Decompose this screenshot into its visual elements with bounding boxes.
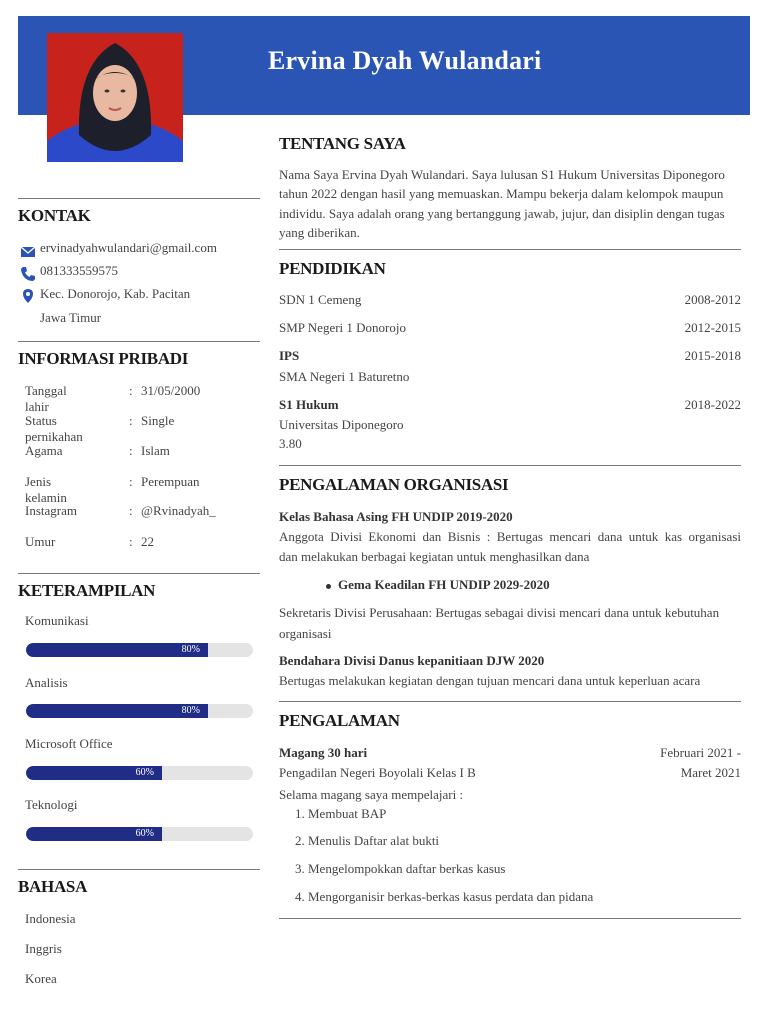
info-value: Islam (141, 443, 170, 458)
skill-name: Microsoft Office (25, 736, 113, 751)
job-task: 3. Mengelompokkan daftar berkas kasus (295, 861, 506, 876)
org-item-title: Bendahara Divisi Danus kepanitiaan DJW 2020 (279, 653, 545, 668)
job-task: 1. Membuat BAP (295, 806, 387, 821)
language-item: Inggris (25, 941, 62, 956)
education-title: PENDIDIKAN (279, 259, 386, 278)
job-company: Pengadilan Negeri Boyolali Kelas I B (279, 765, 476, 780)
education-years: 2018-2022 (684, 397, 741, 412)
org-item-desc: Bertugas melakukan kegiatan dengan tujuan mencari dana untuk keperluan acara (279, 673, 701, 688)
skill-percent: 60% (135, 828, 154, 839)
skill-name: Teknologi (25, 797, 78, 812)
personal-info-title: INFORMASI PRIBADI (18, 349, 189, 368)
education-school: SMP Negeri 1 Donorojo (279, 320, 406, 335)
language-item: Korea (25, 971, 57, 986)
skill-bar (26, 766, 253, 780)
info-value: Perempuan (141, 474, 200, 489)
profile-photo (47, 33, 183, 162)
info-label: Tanggal lahir (25, 383, 67, 414)
experience-title: PENGALAMAN (279, 711, 400, 730)
info-colon: : (129, 474, 133, 489)
language-item: Indonesia (25, 911, 76, 926)
education-gpa: 3.80 (279, 436, 302, 451)
location-pin-icon (20, 288, 36, 304)
education-major: IPS (279, 348, 300, 363)
contact-phone[interactable]: 081333559575 (40, 263, 118, 278)
org-item-title: Kelas Bahasa Asing FH UNDIP 2019-2020 (279, 509, 513, 524)
skill-name: Analisis (25, 675, 68, 690)
divider (18, 198, 260, 199)
contact-email[interactable]: ervinadyahwulandari@gmail.com (40, 240, 217, 255)
contact-title: KONTAK (18, 206, 91, 225)
skills-title: KETERAMPILAN (18, 581, 156, 600)
job-date: Maret 2021 (680, 765, 741, 780)
divider (18, 341, 260, 342)
job-task: 4. Mengorganisir berkas-berkas kasus perdata dan pidana (295, 889, 594, 904)
about-line: individu. Saya adalah orang yang bertanggung jawab, jujur, dan disiplin dengan tugas (279, 206, 725, 221)
divider (279, 701, 741, 702)
about-line: Nama Saya Ervina Dyah Wulandari. Saya lulusan S1 Hukum Universitas Diponegoro (279, 167, 725, 182)
divider (279, 249, 741, 250)
info-value: Single (141, 413, 175, 428)
info-colon: : (129, 503, 133, 518)
org-item-desc: dan melakukan berbagai kegiatan untuk menghasilkan dana (279, 549, 590, 564)
about-title: TENTANG SAYA (279, 134, 406, 153)
email-icon (20, 244, 36, 260)
divider (18, 573, 260, 574)
info-value: 22 (141, 534, 154, 549)
info-label: Jenis kelamin (25, 474, 67, 505)
org-item-desc: Anggota Divisi Ekonomi dan Bisnis : Bertugas mencari dana untuk kas organisasi (279, 529, 741, 544)
info-colon: : (129, 383, 133, 398)
info-label: Agama (25, 443, 63, 458)
info-label: Umur (25, 534, 56, 549)
about-line: tahun 2022 dengan hasil yang memuaskan. Mampu bekerja dalam kelompok maupun (279, 186, 724, 201)
job-task: 2. Menulis Daftar alat bukti (295, 833, 440, 848)
skill-percent: 60% (135, 767, 154, 778)
info-colon: : (129, 413, 133, 428)
education-years: 2012-2015 (684, 320, 741, 335)
education-school: Universitas Diponegoro (279, 417, 404, 432)
divider (18, 869, 260, 870)
organization-title: PENGALAMAN ORGANISASI (279, 475, 509, 494)
info-label: Status pernikahan (25, 413, 83, 444)
skill-bar (26, 704, 253, 718)
skill-percent: 80% (181, 644, 200, 655)
skill-bar (26, 643, 253, 657)
info-value[interactable]: @Rvinadyah_ (141, 503, 216, 518)
education-school: SMA Negeri 1 Baturetno (279, 369, 410, 384)
contact-address: Kec. Donorojo, Kab. Pacitan (40, 286, 191, 301)
about-line: yang diberikan. (279, 225, 360, 240)
education-years: 2008-2012 (684, 292, 741, 307)
info-colon: : (129, 534, 133, 549)
contact-address-line2: Jawa Timur (40, 310, 102, 325)
bullet-icon (326, 584, 331, 589)
languages-title: BAHASA (18, 877, 88, 896)
org-item-desc: Sekretaris Divisi Perusahaan: Bertugas sebagai divisi mencari dana untuk kebutuhan (279, 605, 720, 620)
education-major: S1 Hukum (279, 397, 339, 412)
divider (279, 465, 741, 466)
job-intro: Selama magang saya mempelajari : (279, 787, 464, 802)
full-name: Ervina Dyah Wulandari (268, 46, 542, 75)
education-years: 2015-2018 (684, 348, 741, 363)
org-item-title: Gema Keadilan FH UNDIP 2029-2020 (338, 577, 550, 592)
job-title: Magang 30 hari (279, 745, 368, 760)
phone-icon (20, 266, 36, 282)
divider (279, 918, 741, 919)
info-colon: : (129, 443, 133, 458)
info-label: Instagram (25, 503, 77, 518)
skill-percent: 80% (181, 705, 200, 716)
org-item-desc: organisasi (279, 626, 332, 641)
job-date: Februari 2021 - (660, 745, 741, 760)
skill-name: Komunikasi (25, 613, 89, 628)
education-school: SDN 1 Cemeng (279, 292, 362, 307)
skill-bar (26, 827, 253, 841)
info-value: 31/05/2000 (141, 383, 201, 398)
